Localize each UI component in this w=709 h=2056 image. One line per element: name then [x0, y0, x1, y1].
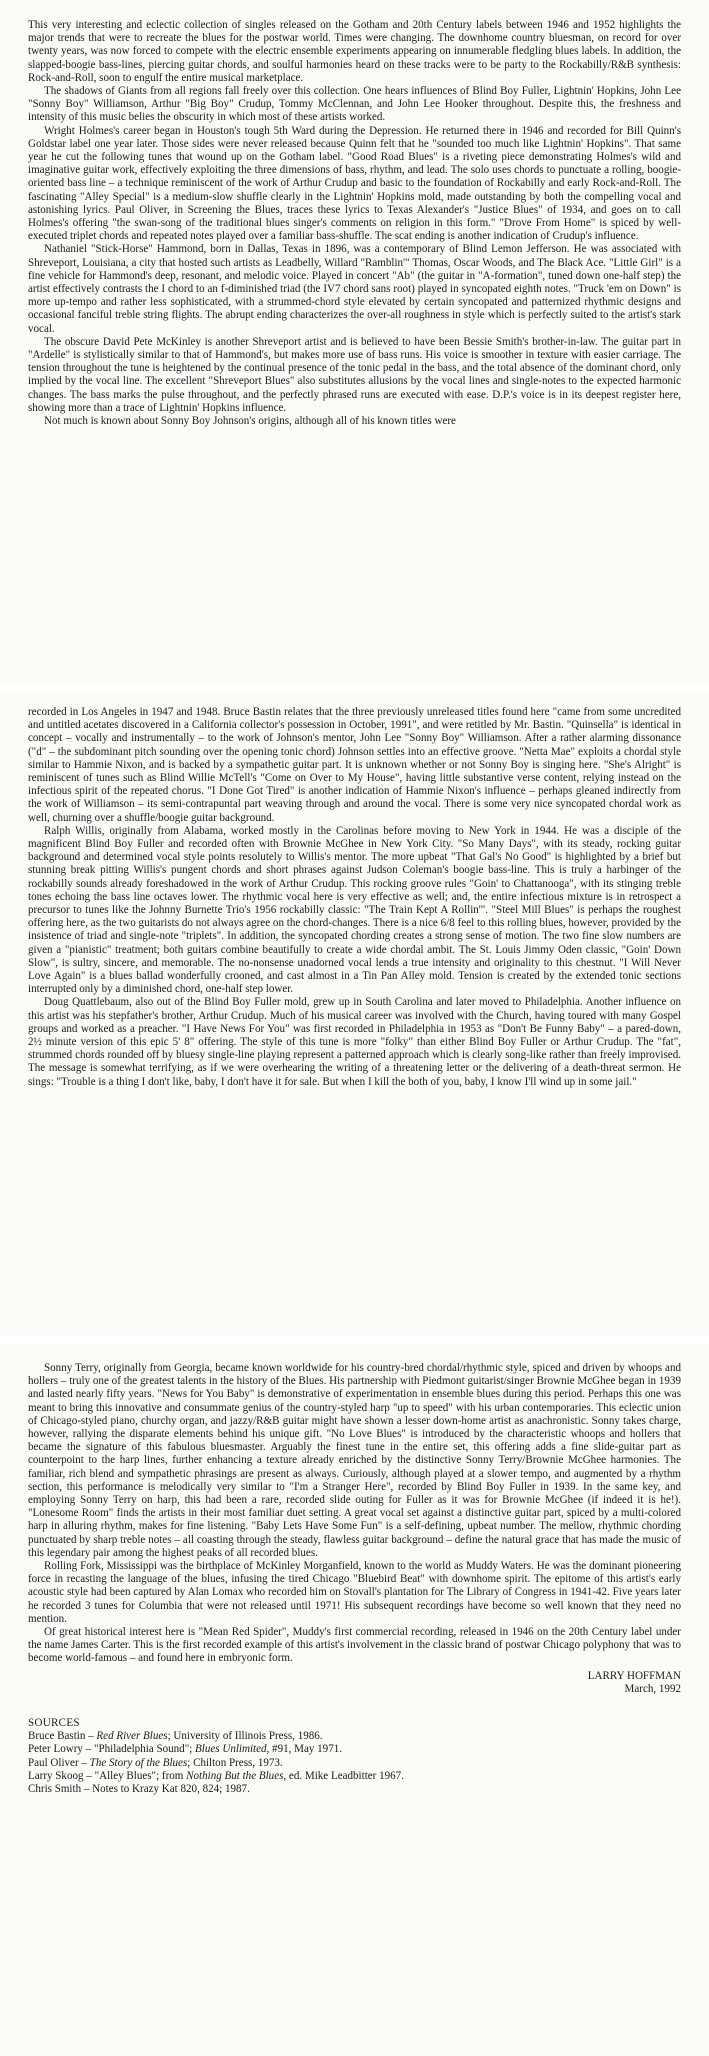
notes-panel-3: [0, 1345, 709, 2056]
paragraph: This very interesting and eclectic collection of singles released on the Gotham and 20th Century labels between 1946 and 1952 highlights the major trends that were to recreate the blues for the postwar world. Times were changing. The downhome country bluesman, on record for over twenty years, was now forced to compete with the electric ensemble experiments appearing on innumerable fledgling blues labels. In addition, the slapped-boogie bass-lines, piercing guitar chords, and soulful harmonies heard on these tracks were to be party to the Rockabilly/R&B synthesis: Rock-and-Roll, soon to engulf the entire musical marketplace.: [28, 19, 681, 84]
paragraph: recorded in Los Angeles in 1947 and 1948. Bruce Bastin relates that the three previously unreleased titles found here "came from some uncredited and untitled acetates discovered in a California collector's possession in October, 1991", and were retitled by Mr. Bastin. "Quinsella" is identical in concept – vocally and instrumentally – to the work of Johnson's mentor, John Lee "Sonny Boy" Williamson. After a rather alarming dissonance ("d" – the subdominant pitch sounding over the opening tonic chord) Johnson settles into an effective groove. "Netta Mae" exploits a chordal style similar to Hammie Nixon, and is backed by a sympathetic guitar part. It is unknown whether or not Sonny Boy is singing here. "She's Alright" is reminiscent of tunes such as Blind Willie McTell's "Come on Over to My House", having little substantive verse content, relying instead on the infectious spirit of the repeated chorus. "I Done Got Tired" is another indication of Hammie Nixon's influence – perhaps gleaned indirectly from the work of Williamson – its semi-contrapuntal part weaving through and around the vocal. There is some very nice syncopated chordal work as well, churning over a shuffle/boogie guitar background.: [28, 706, 681, 824]
panel-divider: [0, 1335, 709, 1345]
source-entry: Larry Skoog – "Alley Blues"; from Nothing But the Blues, ed. Mike Leadbitter 1967.: [28, 1769, 404, 1782]
paragraph: The obscure David Pete McKinley is another Shreveport artist and is believed to have been Bessie Smith's brother-in-law. The guitar part in "Ardelle" is stylistically similar to that of Hammond's, but makes more use of bass runs. His voice is smoother in texture with easier carriage. The tension throughout the tune is heightened by the continual presence of the tonic pedal in the bass, and the total absence of the dominant chord, only implied by the vocal line. The excellent "Shreveport Blues" also substitutes allusions by the vocal lines and single-notes to the expected harmonic changes. The bass marks the pulse throughout, and the perfectly phrased runs are executed with ease. D.P.'s voice is in its deepest register here, showing more than a trace of Lightnin' Hopkins influence.: [28, 335, 681, 414]
source-entry: Bruce Bastin – Red River Blues; University of Illinois Press, 1986.: [28, 1730, 323, 1743]
paragraph: Rolling Fork, Mississippi was the birthplace of McKinley Morganfield, known to the world as Muddy Waters. He was the dominant pioneering force in recasting the language of the blues, infusing the tired Chicago "Bluebird Beat" with downhome spirit. The epitome of this artist's early acoustic style had been captured by Alan Lomax who recorded him on Stovall's plantation for The Library of Congress in 1941-42. Five years later he recorded 3 tunes for Columbia that were not released until 1971! His subsequent recordings have become so well known that they need no mention.: [28, 1560, 681, 1625]
panel-divider: [0, 684, 709, 692]
signature-date: March, 1992: [624, 1682, 681, 1695]
notes-panel-1: [0, 0, 709, 684]
author-name: LARRY HOFFMAN: [587, 1669, 681, 1682]
paragraph: Not much is known about Sonny Boy Johnson's origins, although all of his known titles were: [44, 415, 456, 428]
paragraph: Doug Quattlebaum, also out of the Blind Boy Fuller mold, grew up in South Carolina and later moved to Philadelphia. Another influence on this artist was his stepfather's brother, Arthur Crudup. Much of his musical career was involved with the Church, having toured with many Gospel groups and worked as a preacher. "I Have News For You" was first recorded in Philadelphia in 1953 as "Don't Be Funny Baby" – a pared-down, 2½ minute version of this epic 5' 8" offering. The style of this tune is more "folky" than either Blind Boy Fuller or Arthur Crudup. The "fat", strummed chords rounded off by bluesy single-line playing represent a patterned approach which is clearly song-like rather than freely improvised. The message is somewhat terrifying, as if we were overhearing the writing of a threatening letter or the delivering of a death-threat sermon. He sings: "Trouble is a thing I don't like, baby, I don't have it for sale. But when I kill the both of you, baby, I know I'll wind up in some jail.": [28, 996, 681, 1088]
paragraph: Sonny Terry, originally from Georgia, became known worldwide for his country-bred chordal/rhythmic style, spiced and driven by whoops and hollers – truly one of the greatest talents in the history of the Blues. His partnership with Piedmont guitarist/singer Brownie McGhee began in 1939 and lasted nearly fifty years. "News for You Baby" is demonstrative of experimentation in ensemble blues during this period. Perhaps this one was meant to bring this innovative and consummate genius of the country-styled harp "up to speed" with his urban contemporaries. This eclectic union of Chicago-styled piano, churchy organ, and jazzy/R&B guitar might have shown a lesser down-home artist as anachronistic. Sonny takes charge, however, rallying the disparate elements behind his unique gift. "No Love Blues" is introduced by the characteristic whoops and hollers that became the signature of this fabulous bluesmaster. Arguably the finest tune in the entire set, this offering adds a fine slide-guitar part as counterpoint to the harp lines, further enhancing a texture already enriched by the distinctive Sonny Terry/Brownie McGhee harmonies. The familiar, rich blend and sympathetic phrasings are present as always. Curiously, although played at a slower tempo, and augmented by a rhythm section, this performance is melodically very similar to "I'm a Stranger Here", recorded by Blind Boy Fuller in 1939. In the same key, and employing Sonny Terry on harp, this had been a rare, recorded slide outing for Fuller as it was for Brownie McGhee (if indeed it is he!). "Lonesome Room" finds the artists in their most familiar duet setting. A great vocal set against a distinctive guitar part, spiced by a multi-colored harp in alluring rhythm, makes for fine listening. "Baby Lets Have Some Fun" is a self-defining, upbeat number. The mellow, rhythmic chording punctuated by sharp treble notes – all coasting through the steady, flawless guitar background – define the natural grace that has made the music of this legendary pair among the highest peaks of all recorded blues.: [28, 1362, 681, 1559]
paragraph: Nathaniel "Stick-Horse" Hammond, born in Dallas, Texas in 1896, was a contemporary of Blind Lemon Jefferson. He was associated with Shreveport, Louisiana, a city that hosted such artists as Leadbelly, Willard "Ramblin'" Thomas, Oscar Woods, and The Black Ace. "Little Girl" is a fine vehicle for Hammond's deep, resonant, and melodic voice. Played in concert "Ab" (the guitar in "A-formation", tuned down one-half step) the artist effectively contrasts the I chord to an f-diminished triad (the IV7 chord sans root) played in syncopated eighth notes. "Truck 'em on Down" is more up-tempo and rather less sophisticated, with a strummed-chord style elevated by certain syncopated and patternized rhythmic designs and occasional fanciful treble string flights. The abrupt ending characterizes the over-all roughness in style which is perfectly suited to the artist's stark vocal.: [28, 243, 681, 335]
sources-heading: SOURCES: [28, 1717, 80, 1730]
paragraph: The shadows of Giants from all regions fall freely over this collection. One hears influences of Blind Boy Fuller, Lightnin' Hopkins, John Lee "Sonny Boy" Williamson, Arthur "Big Boy" Crudup, Tommy McClennan, and John Lee Hooker throughout. Despite this, the freshness and intensity of this music belies the obscurity in which most of these artists worked.: [28, 85, 681, 124]
source-entry: Paul Oliver – The Story of the Blues; Chilton Press, 1973.: [28, 1756, 283, 1769]
sources-list: [28, 1730, 681, 1796]
notes-panel-2: [0, 692, 709, 1335]
paragraph: Ralph Willis, originally from Alabama, worked mostly in the Carolinas before moving to New York in 1944. He was a disciple of the magnificent Blind Boy Fuller and recorded often with Brownie McGhee in New York City. "So Many Days", with its steady, rocking guitar background and determined vocal style points resolutely to Willis's mentor. The more upbeat "That Gal's No Good" is highlighted by a brief but stunning break pitting Willis's pungent chords and short phrases against Judson Coleman's boogie bass-line. This is truly a harbinger of the rockabilly sounds already foreshadowed in the work of Arthur Crudup. This rocking groove rules "Goin' to Chattanooga", with its stinging treble tones echoing the bass line octaves lower. The rhythmic vocal here is very effective as well; and, the entire infectious mixture is in retrospect a precursor to tunes like the Johnny Burnette Trio's 1956 rockabilly classic: "The Train Kept A Rollin'". "Steel Mill Blues" is perhaps the roughest offering here, as the two guitarists do not always agree on the chord-changes. There is a nice 6/8 feel to this rolling blues, however, provided by the insistence of triad and single-note "triplets". In addition, the syncopated chording creates a strong sense of motion. The two fine slow numbers are given a "pianistic" treatment; both guitars combine beautifully to create a wide chordal ambit. The St. Louis Jimmy Oden classic, "Goin' Down Slow", is sultry, sincere, and memorable. The no-nonsense unadorned vocal lends a true intensity and originality to this chestnut. "I Will Never Love Again" is a blues ballad wonderfully crooned, and cast almost in a Tin Pan Alley mold. Tension is created by the extended tonic sections interrupted only by a diminished chord, one-half step lower.: [28, 824, 681, 996]
paragraph: Of great historical interest here is "Mean Red Spider", Muddy's first commercial recording, released in 1946 on the 20th Century label under the name James Carter. This is the first recorded example of this artist's involvement in the classic brand of postwar Chicago polyphony that was to become world-famous – and found here in embryonic form.: [28, 1626, 681, 1665]
paragraph: Wright Holmes's career began in Houston's tough 5th Ward during the Depression. He returned there in 1946 and recorded for Bill Quinn's Goldstar label one year later. Those sides were never released because Quinn felt that he "sounded too much like Lightnin' Hopkins". That same year he cut the following tunes that wound up on the Gotham label. "Good Road Blues" is a riveting piece demonstrating Holmes's wild and imaginative guitar work, effectively exploiting the three dimensions of bass, rhythm, and lead. The solo uses chords to punctuate a rolling, boogie-oriented bass line – a technique reminiscent of the work of Arthur Crudup and basic to the foundation of Rockabilly and early Rock-and-Roll. The fascinating "Alley Special" is a medium-slow shuffle clearly in the Lightnin' Hopkins mold, made outstanding by both the compelling vocal and astonishing lyrics. Paul Oliver, in Screening the Blues, traces these lyrics to Texas Alexander's "Justice Blues" of 1934, and goes on to call Holmes's offering "the swan-song of the traditional blues singer's comments on religion in this form." "Drove From Home" is spiced by well-executed triplet chords and repeated notes played over a familiar bass-shuffle. The scat ending is another indication of Crudup's influence.: [28, 124, 681, 243]
source-entry: Peter Lowry – "Philadelphia Sound"; Blues Unlimited, #91, May 1971.: [28, 1743, 343, 1756]
source-entry: Chris Smith – Notes to Krazy Kat 820, 824; 1987.: [28, 1783, 250, 1796]
author-signature: [28, 1670, 681, 1696]
